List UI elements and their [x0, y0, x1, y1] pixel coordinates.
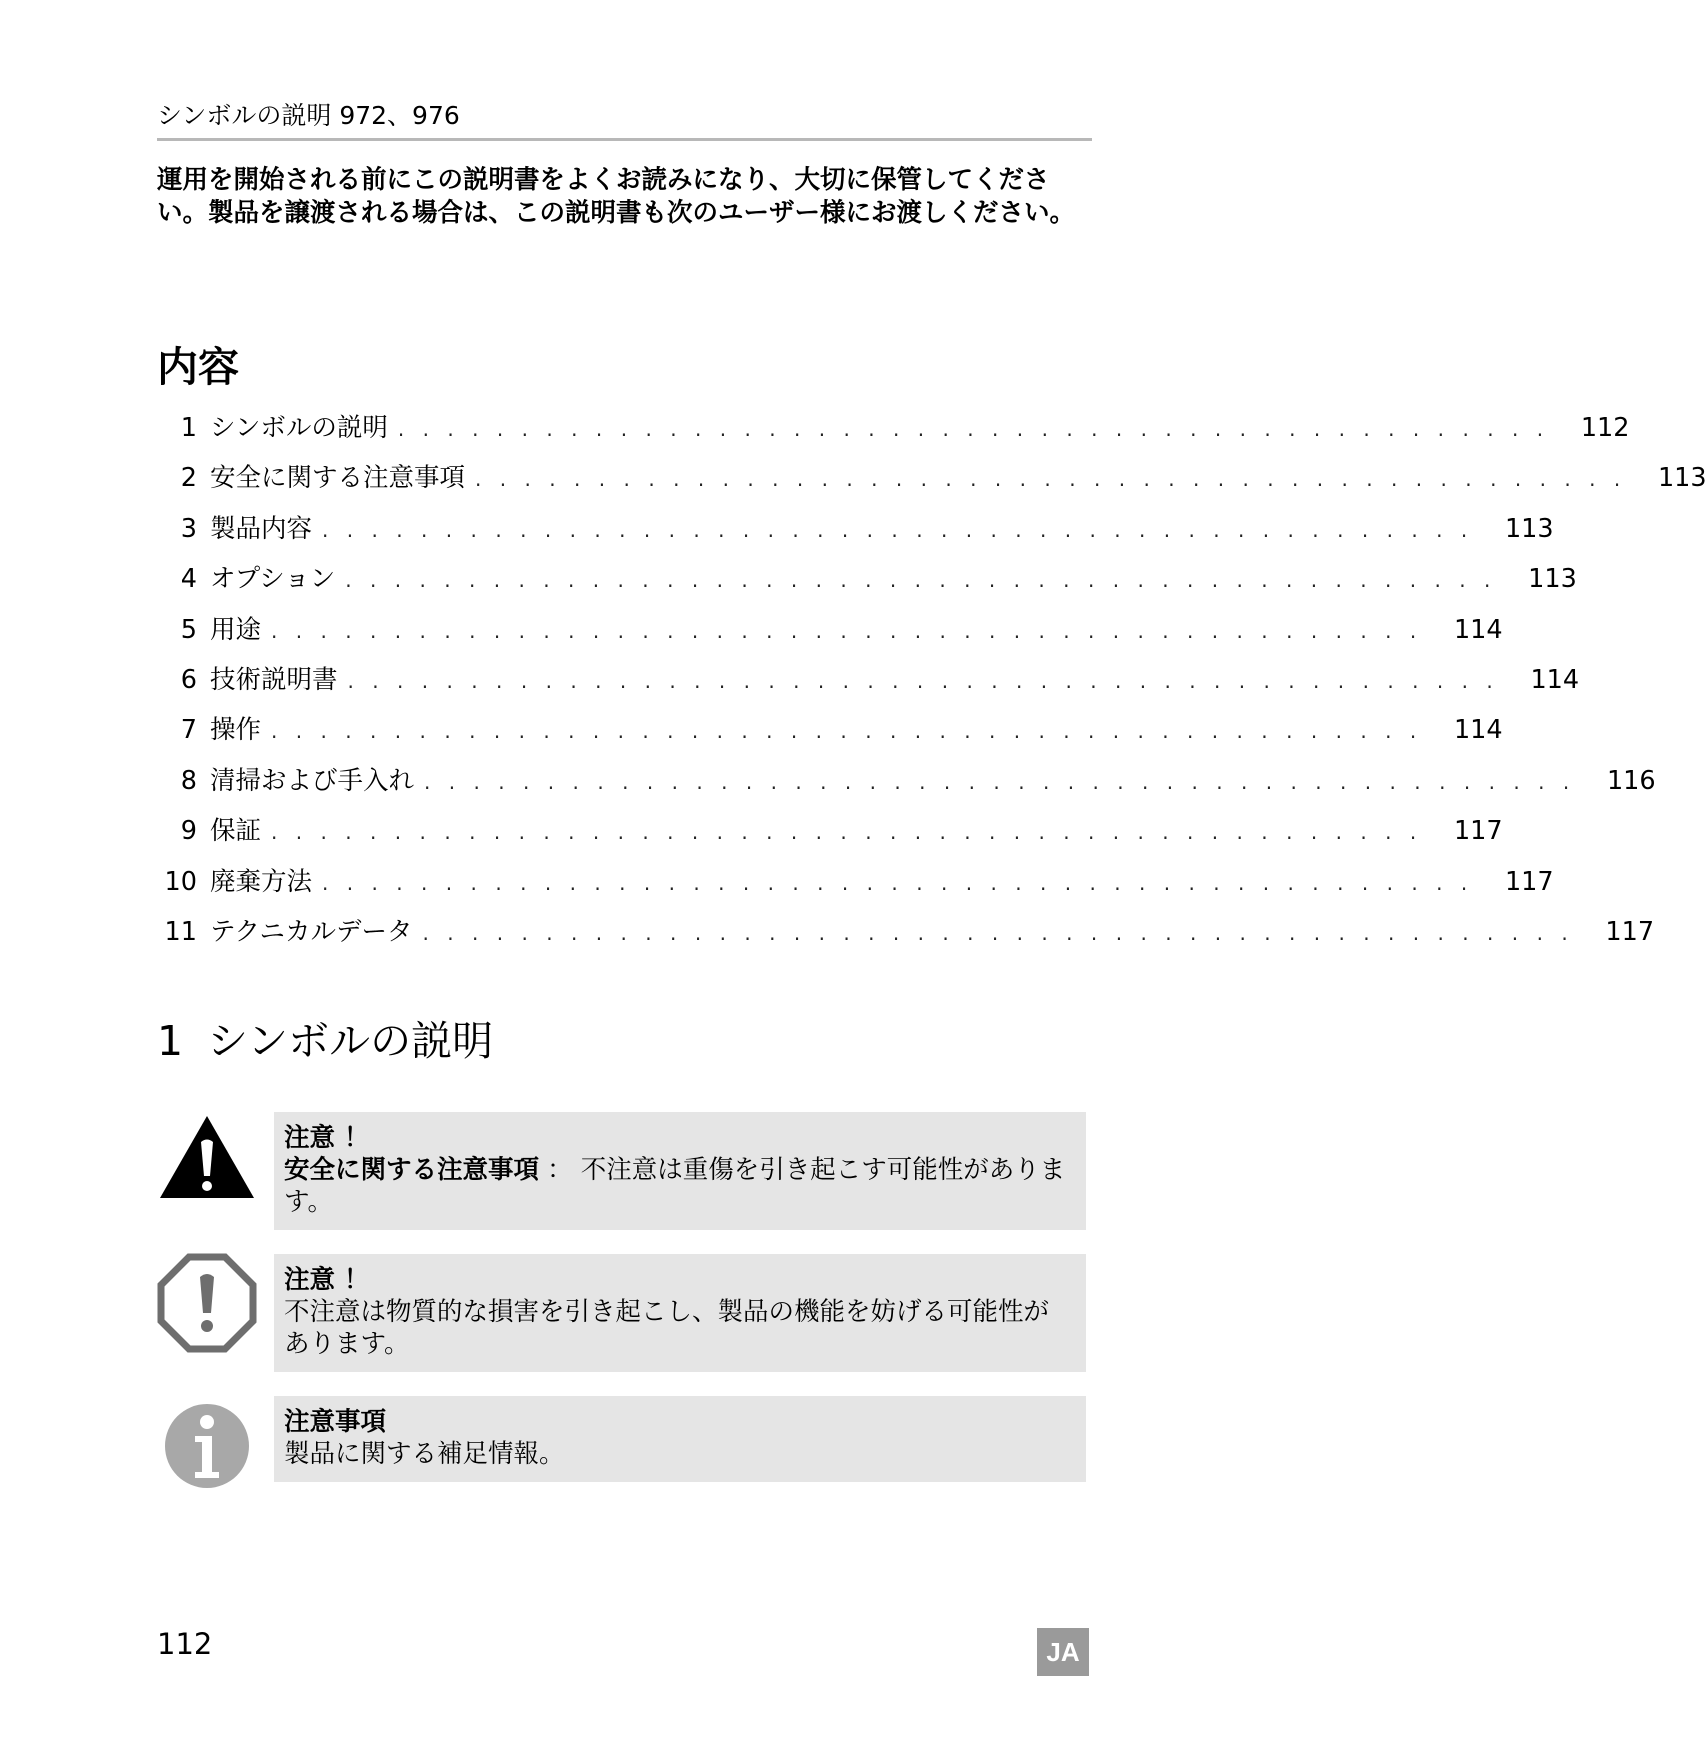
- toc-entry-page: 114: [1453, 715, 1503, 746]
- warning-triangle-icon: [157, 1112, 257, 1212]
- toc-entry-number: 1: [180, 413, 197, 443]
- language-badge: JA: [1037, 1628, 1089, 1676]
- toc-leader: ...............................................: [347, 668, 1512, 693]
- caution-notice: [274, 1254, 1086, 1372]
- toc-entry-title: 廃棄方法: [210, 866, 313, 897]
- notice-text: 不注意は重傷を引き起こす可能性があります。: [284, 1155, 1066, 1217]
- toc-leader: ...............................................: [422, 920, 1587, 945]
- toc-entry-page: 114: [1530, 664, 1580, 695]
- section-title: シンボルの説明: [207, 1017, 494, 1065]
- running-header: シンボルの説明 972、976: [157, 100, 1092, 141]
- toc-entry-number: 4: [180, 564, 197, 595]
- toc-entry-title: 技術説明書: [210, 664, 338, 695]
- toc-entry-page: 113: [1504, 513, 1554, 544]
- toc-entry-title: 保証: [210, 816, 262, 847]
- toc-entry-number: 6: [180, 664, 197, 695]
- section-number: 1: [157, 1017, 184, 1065]
- toc-entry[interactable]: [157, 862, 1554, 912]
- toc-entry-title: シンボルの説明: [210, 413, 388, 443]
- toc-entry[interactable]: [157, 912, 1655, 962]
- toc-entry[interactable]: [157, 610, 1503, 660]
- toc-entry-title: テクニカルデータ: [210, 916, 413, 947]
- info-notice: [274, 1396, 1086, 1482]
- toc-entry[interactable]: [157, 458, 1707, 508]
- toc-entry-title: 安全に関する注意事項: [210, 463, 466, 494]
- notice-text: 製品に関する補足情報。: [284, 1439, 565, 1469]
- toc-entry-title: 操作: [210, 715, 262, 746]
- page-number: 112: [157, 1627, 213, 1661]
- notice-separator: ：: [539, 1155, 581, 1185]
- toc-leader: ...............................................: [322, 517, 1486, 542]
- toc-entry-number: 10: [164, 866, 197, 897]
- toc-entry-page: 116: [1606, 765, 1656, 796]
- notice-text: 不注意は物質的な損害を引き起こし、製品の機能を妨げる可能性があります。: [284, 1297, 1050, 1359]
- toc-entry[interactable]: [157, 559, 1577, 609]
- notice-heading: 注意事項: [284, 1407, 387, 1437]
- toc-entry-number: 9: [180, 816, 197, 847]
- toc-entry[interactable]: [157, 408, 1630, 458]
- toc-entry-page: 113: [1528, 564, 1577, 595]
- toc-entry[interactable]: [157, 761, 1656, 811]
- toc-leader: ...............................................: [271, 719, 1435, 744]
- toc-entry-page: 117: [1453, 816, 1503, 847]
- toc-leader: ...............................................: [475, 467, 1639, 492]
- toc-entry[interactable]: [157, 811, 1503, 861]
- toc-entry-title: 用途: [210, 614, 262, 645]
- toc-entry[interactable]: [157, 660, 1580, 710]
- toc-entry-title: オプション: [210, 564, 336, 595]
- toc-entry-title: 清掃および手入れ: [210, 765, 415, 796]
- toc-leader: ...............................................: [424, 769, 1588, 794]
- info-circle-icon: [157, 1396, 257, 1496]
- intro-paragraph: 運用を開始される前にこの説明書をよくお読みになり、大切に保管してください。製品を譲渡される場合は、この説明書も次のユーザー様にお渡しください。: [157, 165, 1076, 228]
- toc-leader: ...............................................: [322, 870, 1486, 895]
- notice-heading: 注意 ！: [284, 1123, 370, 1153]
- caution-octagon-icon: [157, 1253, 257, 1353]
- notice-heading: 注意 ！: [284, 1265, 370, 1295]
- toc-entry-page: 114: [1453, 614, 1503, 645]
- toc-leader: ...............................................: [397, 417, 1562, 441]
- section-heading: [157, 1016, 493, 1066]
- toc-heading: 内容: [157, 343, 239, 391]
- toc-entry[interactable]: [157, 509, 1554, 559]
- toc-entry-page: 117: [1504, 866, 1554, 897]
- toc-entry-number: 2: [180, 463, 197, 494]
- toc-entry-title: 製品内容: [210, 513, 313, 544]
- toc-leader: ...............................................: [271, 618, 1435, 643]
- toc-entry-number: 7: [180, 715, 197, 746]
- toc-entry-page: 117: [1605, 916, 1655, 947]
- toc-entry-number: 5: [180, 614, 197, 645]
- toc-entry-number: 11: [164, 916, 197, 947]
- toc-leader: ...............................................: [345, 568, 1509, 593]
- toc-entry-page: 112: [1580, 413, 1630, 443]
- toc-entry-number: 8: [180, 765, 197, 796]
- toc-entry-number: 3: [180, 513, 197, 544]
- notice-label: 安全に関する注意事項: [284, 1155, 540, 1185]
- table-of-contents: [157, 408, 1707, 962]
- toc-entry-page: 113: [1657, 463, 1707, 494]
- toc-leader: ...............................................: [271, 820, 1435, 845]
- warning-notice: [274, 1112, 1086, 1230]
- toc-entry[interactable]: [157, 710, 1503, 760]
